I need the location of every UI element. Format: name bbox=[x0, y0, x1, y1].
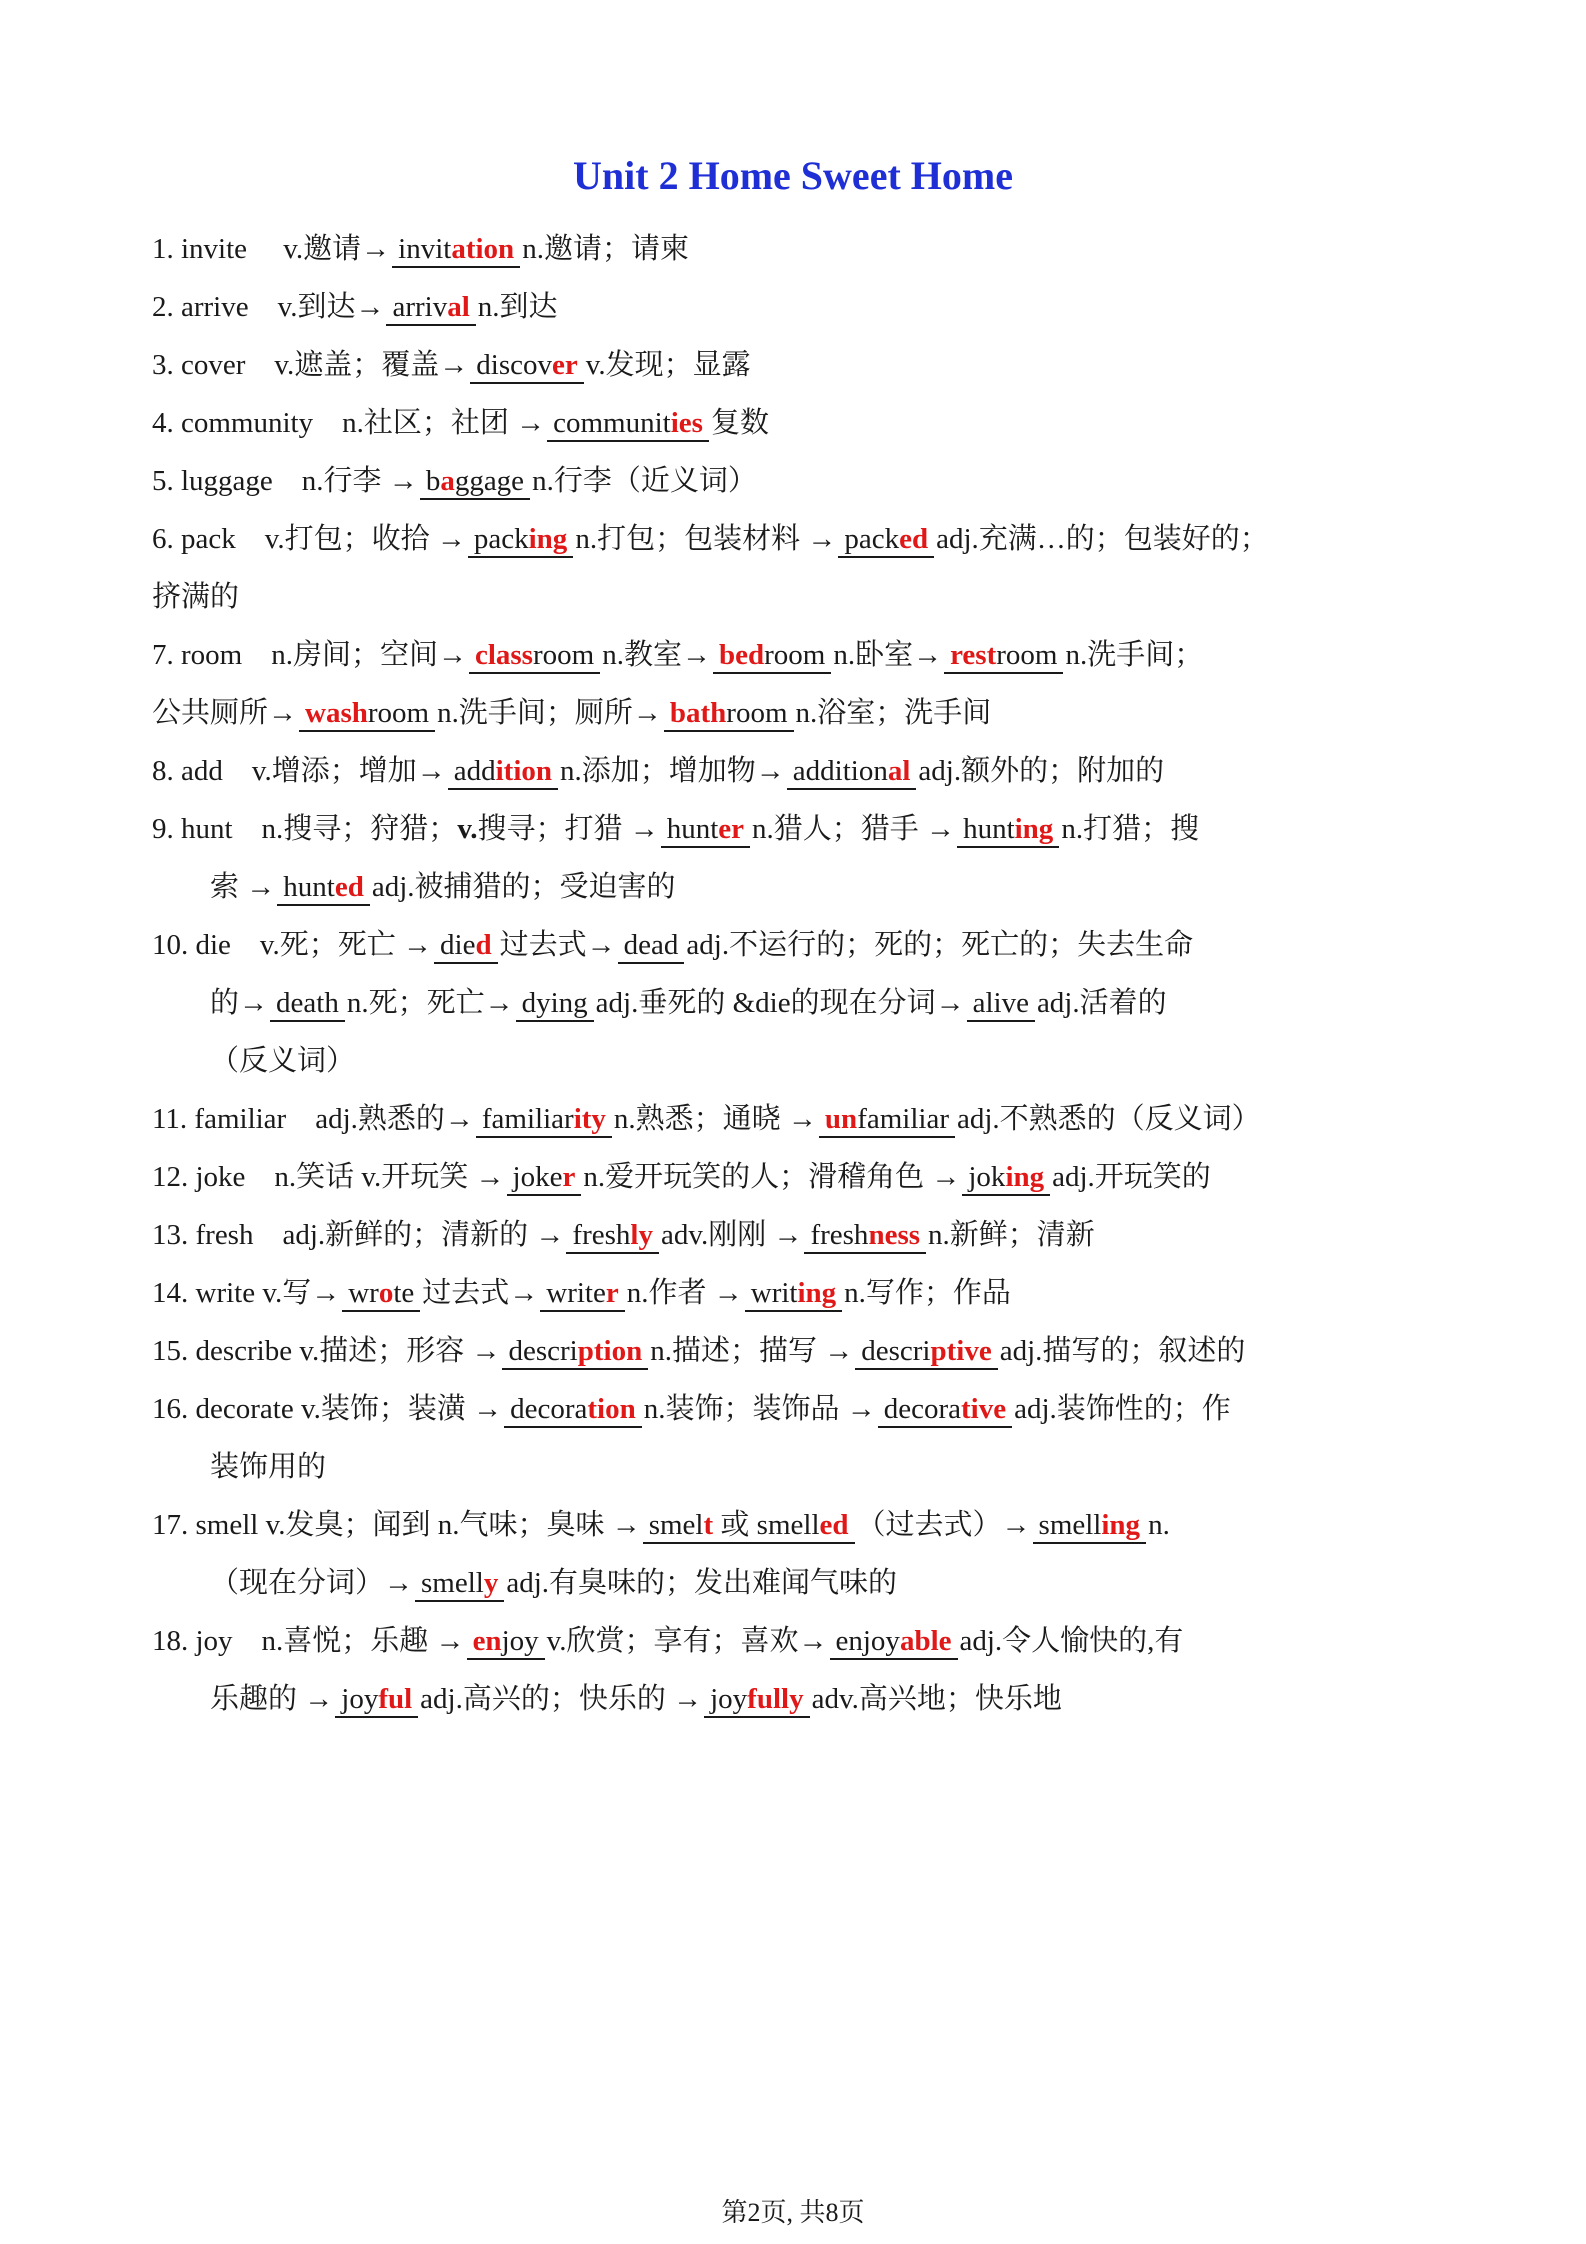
answer-suffix: y bbox=[483, 1567, 499, 1599]
answer-stem: arriv bbox=[392, 291, 448, 323]
vocab-entry-4 bbox=[152, 394, 1452, 452]
answer-suffix: d bbox=[475, 929, 492, 961]
entry-text: 16. decorate v.装饰；装潢 → bbox=[152, 1393, 503, 1425]
page-number: 第2页, 共8页 bbox=[721, 2198, 865, 2227]
answer-stem: joy bbox=[710, 1683, 748, 1715]
answer-stem: room bbox=[532, 639, 595, 671]
entry-text: n.写作；作品 bbox=[844, 1277, 1011, 1309]
answer-stem: die bbox=[440, 929, 476, 961]
answer-stem: descri bbox=[508, 1335, 578, 1367]
answer-suffix: ed bbox=[899, 523, 929, 555]
vocab-entry-7 bbox=[152, 626, 1452, 742]
answer-stem: writ bbox=[750, 1277, 798, 1309]
entry-text: n.新鲜；清新 bbox=[928, 1219, 1095, 1251]
entry-text: 11. familiar adj.熟悉的→ bbox=[152, 1103, 474, 1135]
answer-blank bbox=[566, 1218, 659, 1254]
answer-suffix: er bbox=[718, 813, 745, 845]
answer-blank bbox=[804, 1218, 926, 1254]
answer-prefix: en bbox=[472, 1625, 502, 1657]
entry-text: v.发现；显露 bbox=[585, 349, 751, 381]
entry-text: 复数 bbox=[710, 407, 769, 439]
entry-text: 索 → bbox=[210, 871, 276, 903]
answer-blank bbox=[1033, 1508, 1147, 1544]
answer-suffix: tion bbox=[587, 1393, 636, 1425]
answer-stem: ggage bbox=[454, 465, 525, 497]
entry-text: adj.被捕猎的；受迫害的 bbox=[371, 871, 676, 903]
entry-text: n.猎人；猎手 → bbox=[752, 813, 956, 845]
vocab-entry-3 bbox=[152, 336, 1452, 394]
entry-text: n.浴室；洗手间 bbox=[795, 697, 992, 729]
answer-stem: room bbox=[996, 639, 1058, 671]
answer-stem: descri bbox=[861, 1335, 931, 1367]
answer-stem: add bbox=[453, 755, 496, 787]
entry-text-bold: v. bbox=[457, 813, 478, 845]
entry-text: adj.充满…的；包装好的； bbox=[936, 523, 1269, 555]
answer-stem: addition bbox=[792, 755, 888, 787]
answer-stem: smell bbox=[1038, 1509, 1102, 1541]
answer-blank bbox=[855, 1334, 997, 1370]
answer-blank bbox=[643, 1508, 855, 1544]
answer-blank bbox=[507, 1160, 582, 1196]
entry-text: n.行李（近义词） bbox=[532, 465, 757, 497]
entry-text: n.爱开玩笑的人；滑稽角色 → bbox=[583, 1161, 961, 1193]
entry-text: adj.活着的 bbox=[1036, 987, 1167, 1019]
answer-blank bbox=[386, 290, 475, 326]
answer-stem: smel bbox=[648, 1509, 704, 1541]
answer-suffix: al bbox=[887, 755, 911, 787]
entry-text: n.熟悉；通晓 → bbox=[613, 1103, 817, 1135]
vocab-entry-1 bbox=[152, 220, 1452, 278]
answer-stem: decora bbox=[883, 1393, 961, 1425]
entry-text: adj.高兴的；快乐的 → bbox=[420, 1683, 703, 1715]
entry-text: adj.开玩笑的 bbox=[1052, 1161, 1211, 1193]
entry-text: 6. pack v.打包；收拾 → bbox=[152, 523, 466, 555]
answer-suffix: t bbox=[703, 1509, 714, 1541]
answer-blank bbox=[713, 638, 831, 674]
answer-blank bbox=[502, 1334, 648, 1370]
entry-text: 过去式→ bbox=[499, 929, 616, 961]
answer-prefix: rest bbox=[950, 639, 997, 671]
answer-stem: b bbox=[425, 465, 441, 497]
entry-text: adv.高兴地；快乐地 bbox=[811, 1683, 1062, 1715]
entry-text: n.添加；增加物→ bbox=[560, 755, 785, 787]
entry-text: n.作者 → bbox=[626, 1277, 743, 1309]
answer-stem: room bbox=[367, 697, 430, 729]
answer-blank: death bbox=[270, 986, 345, 1022]
answer-suffix: ing bbox=[528, 523, 568, 555]
answer-blank bbox=[299, 696, 435, 732]
answer-stem: hunt bbox=[666, 813, 719, 845]
entry-continuation bbox=[152, 858, 1452, 916]
answer-stem: hunt bbox=[283, 871, 335, 903]
answer-suffix: ing bbox=[1005, 1161, 1045, 1193]
answer-stem: fresh bbox=[572, 1219, 631, 1251]
entry-text: 8. add v.增添；增加→ bbox=[152, 755, 446, 787]
entry-text: 2. arrive v.到达→ bbox=[152, 291, 385, 323]
answer-suffix: tive bbox=[961, 1393, 1007, 1425]
answer-blank bbox=[838, 522, 934, 558]
answer-blank bbox=[448, 754, 558, 790]
entry-continuation bbox=[152, 1032, 1452, 1090]
entry-text: （现在分词）→ bbox=[210, 1567, 414, 1599]
entry-text: （过去式）→ bbox=[856, 1509, 1031, 1541]
entry-text: 乐趣的 → bbox=[210, 1683, 334, 1715]
answer-stem: joy bbox=[341, 1683, 379, 1715]
entry-text: n.邀请；请柬 bbox=[522, 233, 689, 265]
entry-text: adj.有臭味的；发出难闻气味的 bbox=[506, 1567, 898, 1599]
answer-blank bbox=[962, 1160, 1050, 1196]
entry-text: 12. joke n.笑话 v.开玩笑 → bbox=[152, 1161, 505, 1193]
entry-text: n.装饰；装饰品 → bbox=[643, 1393, 876, 1425]
page-title: Unit 2 Home Sweet Home bbox=[573, 153, 1013, 198]
answer-stem: room bbox=[726, 697, 788, 729]
entry-text: 3. cover v.遮盖；覆盖→ bbox=[152, 349, 469, 381]
answer-stem: discov bbox=[476, 349, 552, 381]
entry-text: 挤满的 bbox=[152, 581, 240, 613]
entry-text: 1. invite v.邀请→ bbox=[152, 233, 391, 265]
answer-blank bbox=[540, 1276, 624, 1312]
answer-stem: te bbox=[393, 1277, 415, 1309]
answer-stem: familiar bbox=[857, 1103, 949, 1135]
answer-stem: communit bbox=[553, 407, 671, 439]
answer-blank: alive bbox=[967, 986, 1035, 1022]
answer-stem: joy bbox=[501, 1625, 539, 1657]
entry-text: n.洗手间；厕所→ bbox=[437, 697, 662, 729]
entry-text: n.教室→ bbox=[602, 639, 711, 671]
entry-text: 13. fresh adj.新鲜的；清新的 → bbox=[152, 1219, 565, 1251]
answer-stem: smell bbox=[421, 1567, 484, 1599]
entry-text: n.打猎；搜 bbox=[1061, 813, 1200, 845]
answer-suffix: ing bbox=[797, 1277, 837, 1309]
answer-suffix: ful bbox=[378, 1683, 413, 1715]
entry-text: adj.令人愉快的,有 bbox=[959, 1625, 1184, 1657]
answer-stem: write bbox=[546, 1277, 606, 1309]
answer-stem: joke bbox=[512, 1161, 563, 1193]
entry-text: 18. joy n.喜悦；乐趣 → bbox=[152, 1625, 465, 1657]
entry-text: 15. describe v.描述；形容 → bbox=[152, 1335, 501, 1367]
entry-text: adj.垂死的 &die的现在分词→ bbox=[595, 987, 965, 1019]
vocab-entry-5 bbox=[152, 452, 1452, 510]
entry-text: n.洗手间； bbox=[1065, 639, 1204, 671]
answer-prefix: bath bbox=[669, 697, 727, 729]
entry-text: v.欣赏；享有；喜欢→ bbox=[546, 1625, 828, 1657]
entry-text: 7. room n.房间；空间→ bbox=[152, 639, 467, 671]
answer-stem: jok bbox=[968, 1161, 1006, 1193]
entry-text: adj.额外的；附加的 bbox=[918, 755, 1165, 787]
vocab-entry-16 bbox=[152, 1380, 1452, 1496]
entry-text: 装饰用的 bbox=[210, 1451, 327, 1483]
entry-text: adj.不熟悉的（反义词） bbox=[956, 1103, 1261, 1135]
answer-blank bbox=[392, 232, 520, 268]
answer-blank bbox=[342, 1276, 420, 1312]
answer-blank bbox=[787, 754, 917, 790]
vocab-entry-2 bbox=[152, 278, 1452, 336]
answer-blank bbox=[957, 812, 1059, 848]
answer-suffix: r bbox=[605, 1277, 619, 1309]
vocab-entry-10 bbox=[152, 916, 1452, 1090]
entry-text: 9. hunt n.搜寻；狩猎； bbox=[152, 813, 458, 845]
answer-blank bbox=[547, 406, 709, 442]
entry-text: adj.描写的；叙述的 bbox=[999, 1335, 1246, 1367]
entry-text: 的→ bbox=[210, 987, 269, 1019]
answer-prefix: un bbox=[824, 1103, 858, 1135]
entry-continuation bbox=[152, 974, 1452, 1032]
answer-blank bbox=[434, 928, 498, 964]
answer-blank bbox=[335, 1682, 418, 1718]
entry-text: 5. luggage n.行李 → bbox=[152, 465, 418, 497]
vocab-entry-12 bbox=[152, 1148, 1452, 1206]
answer-stem: wr bbox=[348, 1277, 379, 1309]
vocab-entry-18 bbox=[152, 1612, 1452, 1728]
answer-blank bbox=[819, 1102, 955, 1138]
answer-suffix: ation bbox=[451, 233, 515, 265]
entry-text: n.死；死亡→ bbox=[346, 987, 514, 1019]
answer-suffix: ed bbox=[819, 1509, 849, 1541]
answer-stem: pack bbox=[844, 523, 900, 555]
answer-suffix: er bbox=[552, 349, 578, 381]
answer-stem: hunt bbox=[963, 813, 1015, 845]
answer-stem: pack bbox=[473, 523, 529, 555]
entry-continuation bbox=[152, 1438, 1452, 1496]
entry-text: 10. die v.死；死亡 → bbox=[152, 929, 433, 961]
answer-suffix: ing bbox=[1101, 1509, 1141, 1541]
answer-connector: 或 bbox=[713, 1509, 757, 1541]
entry-text: 17. smell v.发臭；闻到 n.气味；臭味 → bbox=[152, 1509, 641, 1541]
vocab-list bbox=[152, 220, 1452, 1728]
answer-prefix: wash bbox=[305, 697, 368, 729]
answer-suffix: ly bbox=[630, 1219, 653, 1251]
vocab-entry-14 bbox=[152, 1264, 1452, 1322]
answer-stem: fresh bbox=[810, 1219, 869, 1251]
entry-text: 4. community n.社区；社团 → bbox=[152, 407, 546, 439]
entry-text: 搜寻；打猎 → bbox=[477, 813, 659, 845]
answer-prefix: bed bbox=[718, 639, 765, 671]
entry-text: 过去式→ bbox=[422, 1277, 539, 1309]
answer-blank: dead bbox=[618, 928, 685, 964]
entry-text: 14. write v.写→ bbox=[152, 1277, 341, 1309]
answer-stem: room bbox=[764, 639, 826, 671]
answer-blank: dying bbox=[516, 986, 594, 1022]
entry-text: adj.装饰性的；作 bbox=[1014, 1393, 1231, 1425]
vocab-entry-13 bbox=[152, 1206, 1452, 1264]
answer-stem: familiar bbox=[481, 1103, 574, 1135]
answer-blank bbox=[476, 1102, 612, 1138]
answer-suffix: ed bbox=[334, 871, 364, 903]
entry-text: n.到达 bbox=[477, 291, 558, 323]
answer-suffix: ition bbox=[495, 755, 553, 787]
entry-text: adv.刚刚 → bbox=[660, 1219, 803, 1251]
entry-text: n.打包；包装材料 → bbox=[575, 523, 837, 555]
answer-suffix: fully bbox=[747, 1683, 804, 1715]
answer-blank bbox=[944, 638, 1063, 674]
answer-suffix: r bbox=[562, 1161, 576, 1193]
answer-blank bbox=[504, 1392, 642, 1428]
entry-text: n.卧室→ bbox=[833, 639, 943, 671]
answer-blank bbox=[415, 1566, 504, 1602]
answer-stem: smell bbox=[756, 1509, 820, 1541]
answer-suffix: o bbox=[378, 1277, 394, 1309]
entry-text: adj.不运行的；死的；死亡的；失去生命 bbox=[686, 929, 1194, 961]
answer-blank bbox=[468, 522, 573, 558]
vocab-entry-8 bbox=[152, 742, 1452, 800]
answer-suffix: a bbox=[440, 465, 455, 497]
answer-blank bbox=[661, 812, 750, 848]
answer-blank bbox=[277, 870, 370, 906]
entry-text: （反义词） bbox=[210, 1045, 356, 1077]
answer-suffix: ption bbox=[577, 1335, 643, 1367]
answer-stem: invit bbox=[398, 233, 452, 265]
entry-continuation bbox=[152, 1554, 1452, 1612]
answer-suffix: ness bbox=[868, 1219, 921, 1251]
answer-blank bbox=[467, 1624, 545, 1660]
answer-stem: decora bbox=[510, 1393, 588, 1425]
answer-suffix: ies bbox=[670, 407, 703, 439]
entry-continuation bbox=[152, 1670, 1452, 1728]
answer-suffix: ing bbox=[1014, 813, 1054, 845]
answer-blank bbox=[745, 1276, 842, 1312]
answer-blank bbox=[470, 348, 583, 384]
answer-suffix: ptive bbox=[930, 1335, 992, 1367]
vocab-entry-9 bbox=[152, 800, 1452, 916]
answer-blank bbox=[664, 696, 794, 732]
answer-blank bbox=[420, 464, 530, 500]
answer-suffix: able bbox=[899, 1625, 952, 1657]
answer-suffix: ity bbox=[573, 1103, 606, 1135]
answer-blank bbox=[878, 1392, 1012, 1428]
vocab-entry-6 bbox=[152, 510, 1452, 626]
answer-stem: enjoy bbox=[835, 1625, 900, 1657]
entry-text: n. bbox=[1148, 1509, 1170, 1541]
answer-prefix: class bbox=[474, 639, 533, 671]
answer-suffix: al bbox=[447, 291, 470, 323]
answer-blank bbox=[469, 638, 600, 674]
vocab-entry-17 bbox=[152, 1496, 1452, 1612]
vocab-entry-11 bbox=[152, 1090, 1452, 1148]
answer-blank bbox=[830, 1624, 958, 1660]
entry-text: 公共厕所→ bbox=[152, 697, 298, 729]
vocab-entry-15 bbox=[152, 1322, 1452, 1380]
entry-text: n.描述；描写 → bbox=[650, 1335, 854, 1367]
answer-blank bbox=[704, 1682, 809, 1718]
